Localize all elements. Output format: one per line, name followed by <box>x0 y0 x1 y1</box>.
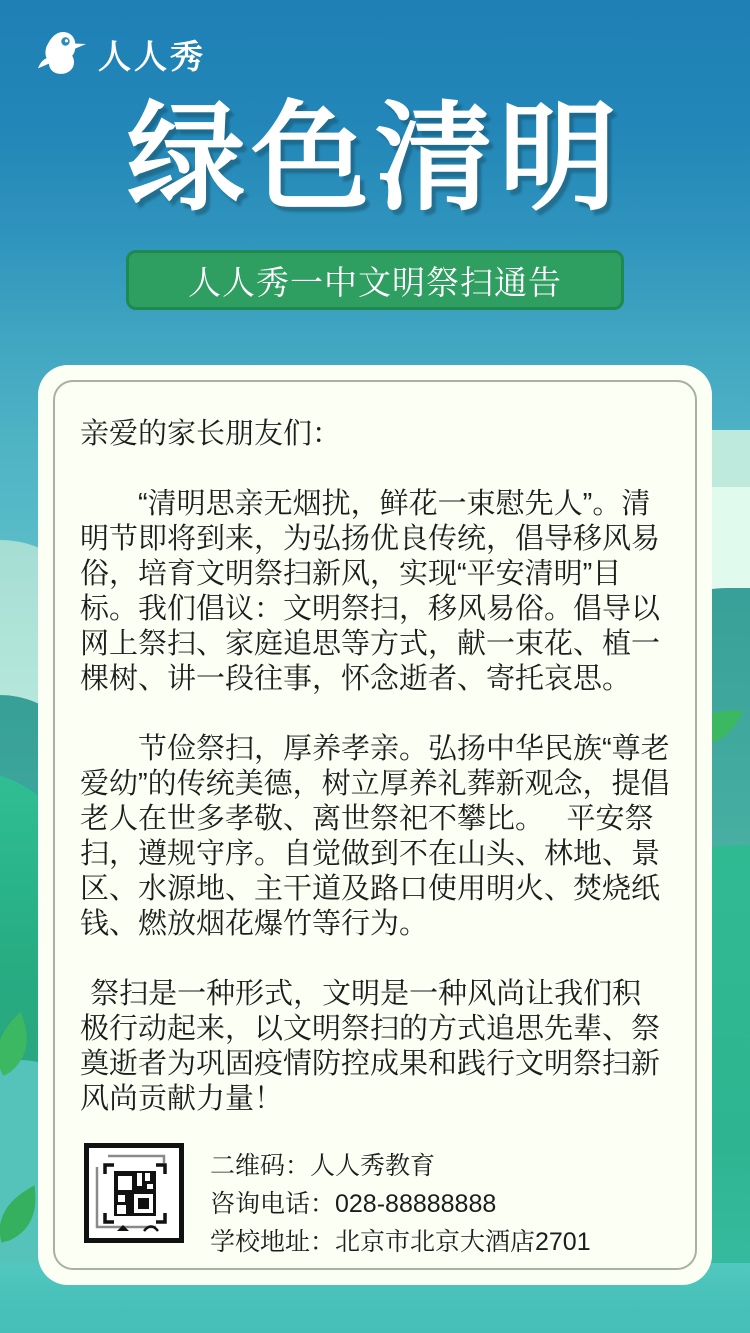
contact-block <box>84 1143 591 1261</box>
poster-title: 绿色清明 <box>126 93 623 225</box>
bird-icon <box>36 28 88 80</box>
notice-banner: 人人秀一中文明祭扫通告 <box>126 250 624 310</box>
notice-card <box>38 365 712 1285</box>
contact-qr-line: 二维码：人人秀教育 <box>210 1152 436 1180</box>
logo-text: 人人秀 <box>98 37 206 75</box>
contact-address-line: 学校地址：北京市北京大酒店2701 <box>210 1228 591 1256</box>
notice-paragraph: 节俭祭扫，厚养孝亲。弘扬中华民族“尊老爱幼”的传统美德，树立厚养礼葬新观念，提倡老人在世多孝敬、离世祭祀不攀比。 平安祭扫，遵规守序。自觉做到不在山头、林地、景区、水源地、主干道及路口使用明火、焚烧纸钱、燃放烟花爆竹等行为。 <box>80 733 670 940</box>
contact-lines <box>210 1143 591 1261</box>
notice-paragraph: 祭扫是一种形式，文明是一种风尚让我们积极行动起来，以文明祭扫的方式追思先辈、祭奠逝者为巩固疫情防控成果和践行文明祭扫新风尚贡献力量！ <box>80 978 661 1115</box>
contact-phone-line: 咨询电话：028-88888888 <box>210 1190 497 1218</box>
qr-code-icon <box>84 1143 184 1243</box>
notice-salutation: 亲爱的家长朋友们： <box>80 418 342 450</box>
renrenxiu-logo[interactable] <box>36 28 206 80</box>
notice-paragraph: “清明思亲无烟扰，鲜花一束慰先人”。清明节即将到来，为弘扬优良传统，倡导移风易俗，培育文明祭扫新风，实现“平安清明”目标。我们倡议：文明祭扫，移风易俗。倡导以网上祭扫、家庭追思等方式，献一束花、植一棵树、讲一段往事，怀念逝者、寄托哀思。 <box>80 488 661 695</box>
